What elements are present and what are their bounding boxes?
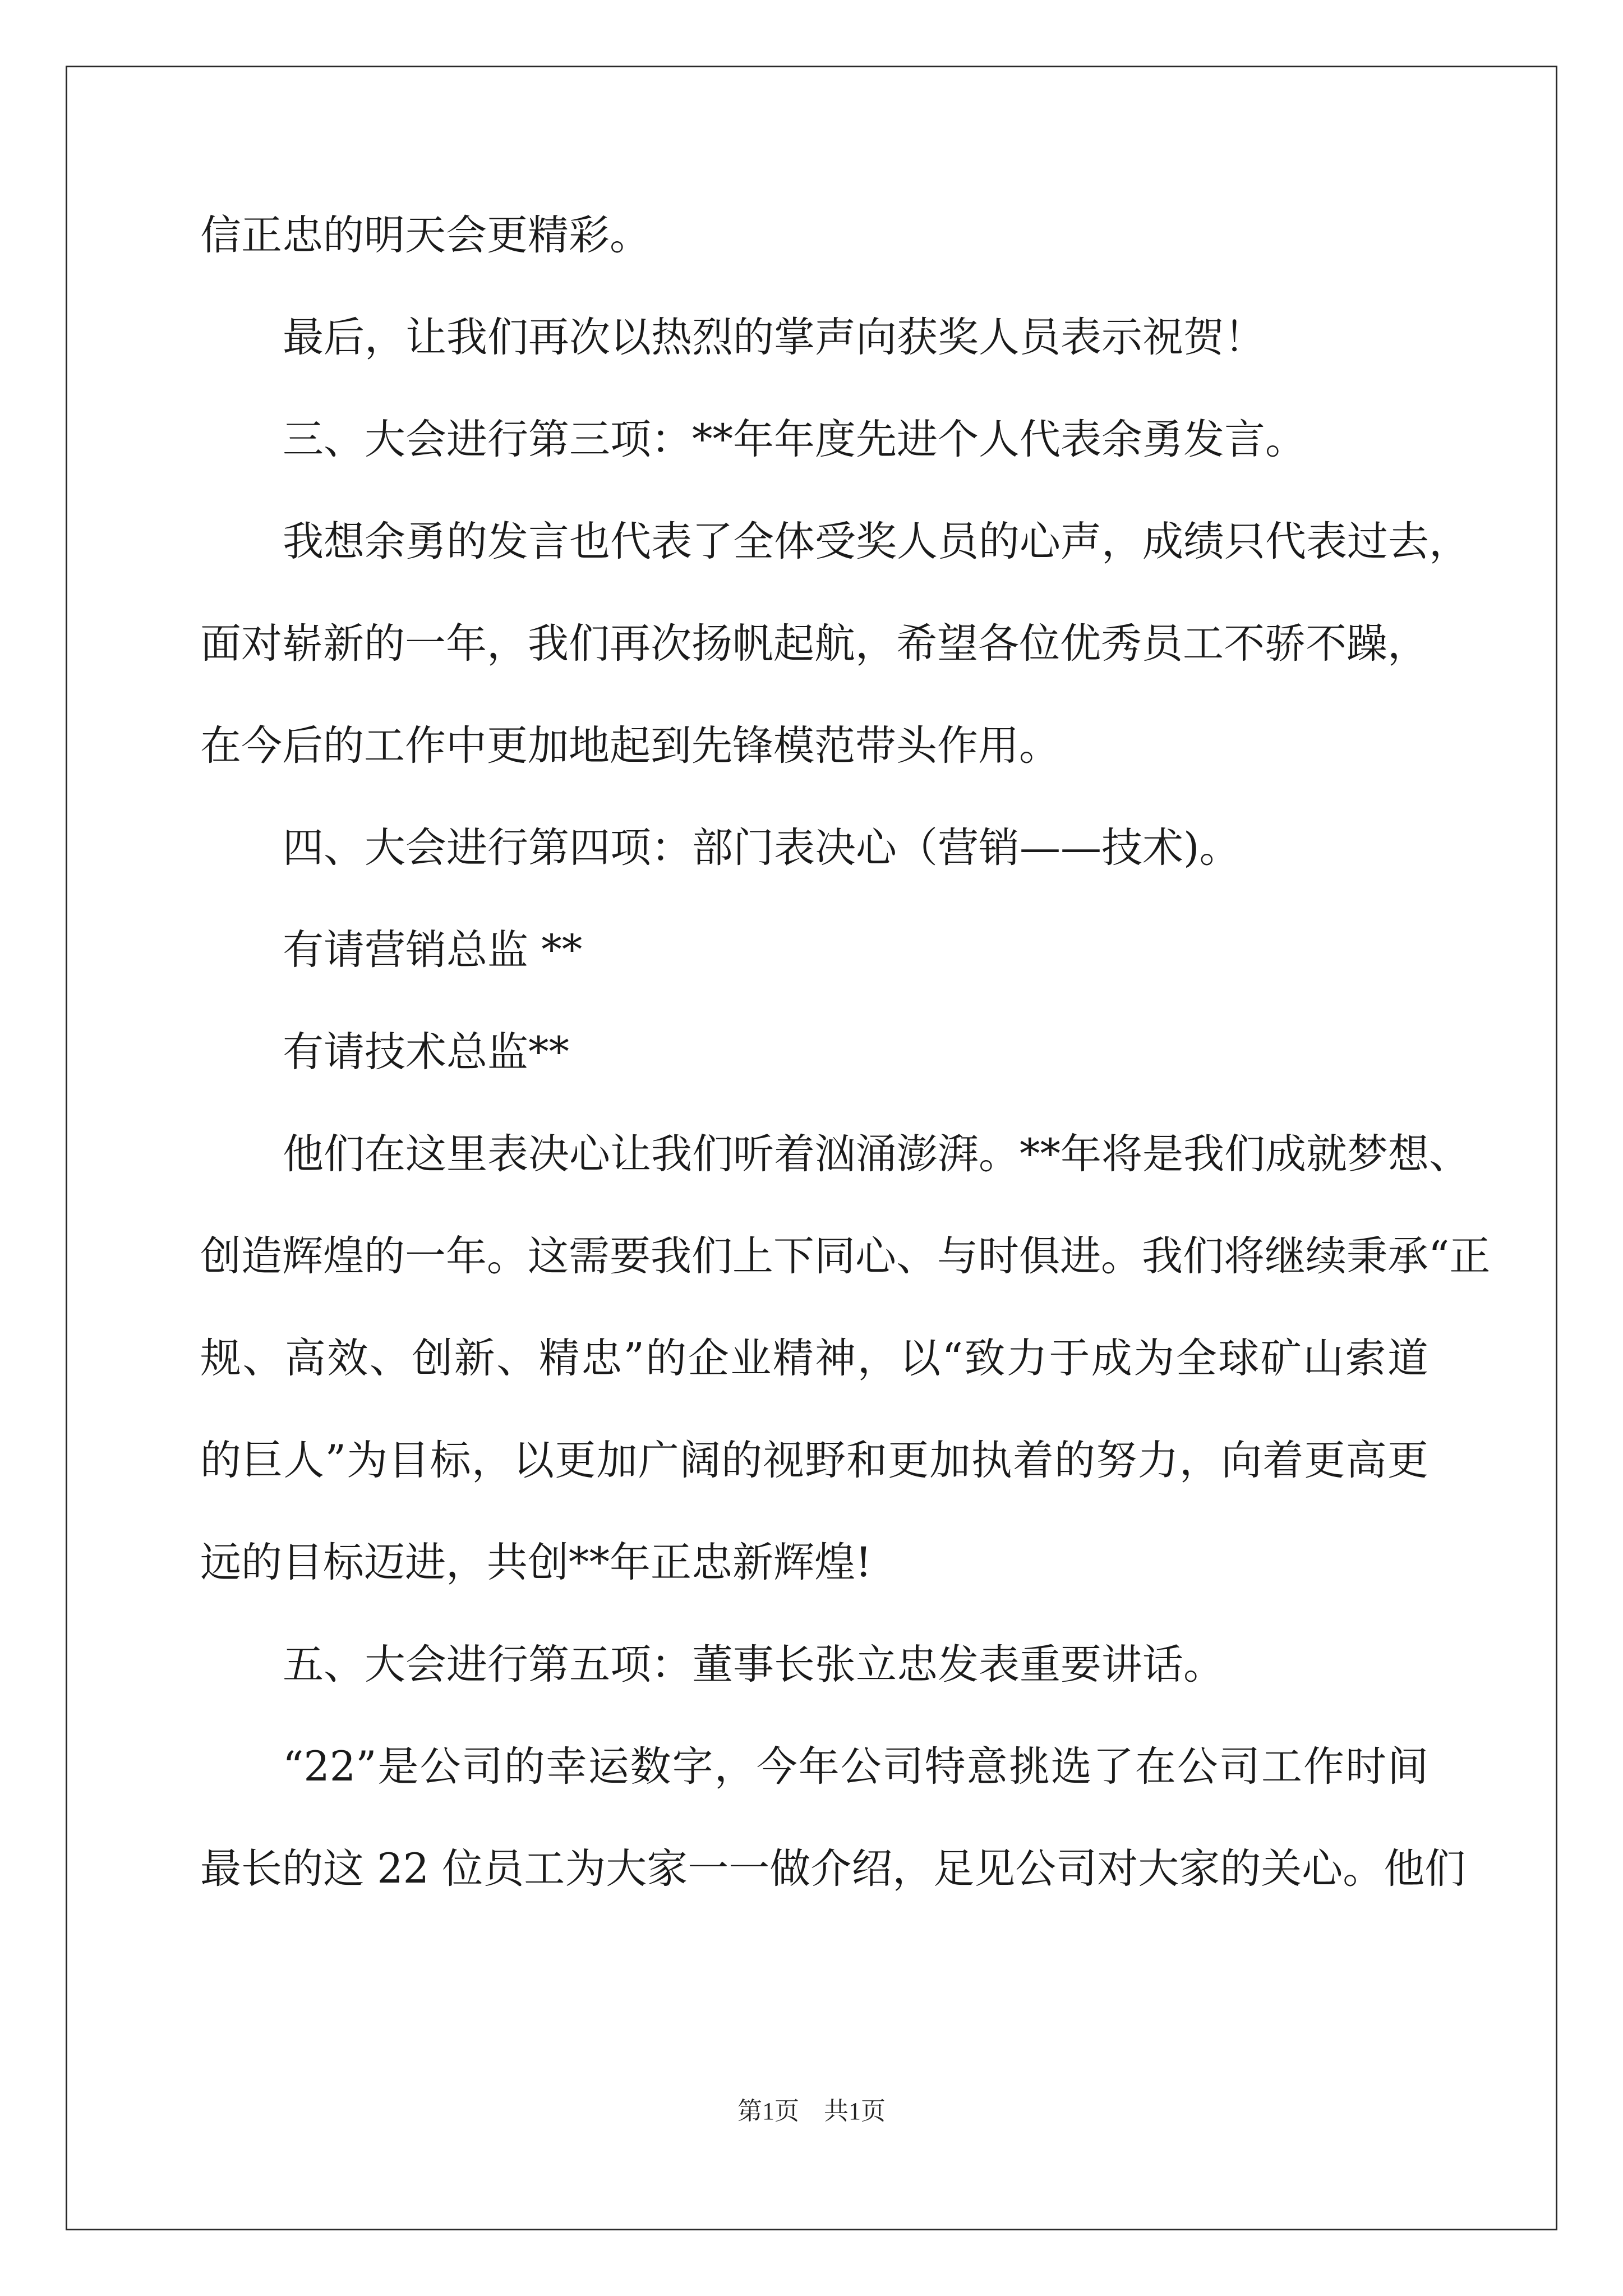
paragraph-line: 最长的这 22 位员工为大家一一做介绍，足见公司对大家的关心。他们 [200,1845,1466,1893]
paragraph-line: 面对崭新的一年，我们再次扬帆起航，希望各位优秀员工不骄不躁， [200,620,1428,668]
paragraph-line: 规、高效、创新、精忠”的企业精神，以“致力于成为全球矿山索道 [200,1335,1428,1382]
paragraph-line: 在今后的工作中更加地起到先锋模范带头作用。 [200,722,1060,770]
paragraph-line: 有请技术总监** [283,1028,569,1076]
paragraph-line: 信正忠的明天会更精彩。 [200,211,651,259]
paragraph-line: 五、大会进行第五项：董事长张立忠发表重要讲话。 [283,1641,1224,1688]
paragraph-line: 四、大会进行第四项：部门表决心（营销——技术)。 [283,824,1241,872]
paragraph-line: 三、大会进行第三项：**年年度先进个人代表余勇发言。 [283,416,1306,463]
paragraph-line: 远的目标迈进，共创**年正忠新辉煌! [200,1539,872,1586]
page-number-footer: 第1页 共1页 [737,2097,886,2125]
paragraph-line: “22”是公司的幸运数字，今年公司特意挑选了在公司工作时间 [283,1743,1428,1791]
paragraph-line: 有请营销总监 ** [283,926,583,974]
paragraph-line: 他们在这里表决心让我们听着汹涌澎湃。**年将是我们成就梦想、 [283,1130,1470,1178]
paragraph-line: 的巨人”为目标，以更加广阔的视野和更加执着的努力，向着更高更 [200,1437,1428,1484]
paragraph-line: 我想余勇的发言也代表了全体受奖人员的心声，成绩只代表过去， [283,518,1470,565]
paragraph-line: 最后，让我们再次以热烈的掌声向获奖人员表示祝贺！ [283,314,1265,361]
paragraph-line: 创造辉煌的一年。这需要我们上下同心、与时俱进。我们将继续秉承“正 [200,1232,1491,1280]
